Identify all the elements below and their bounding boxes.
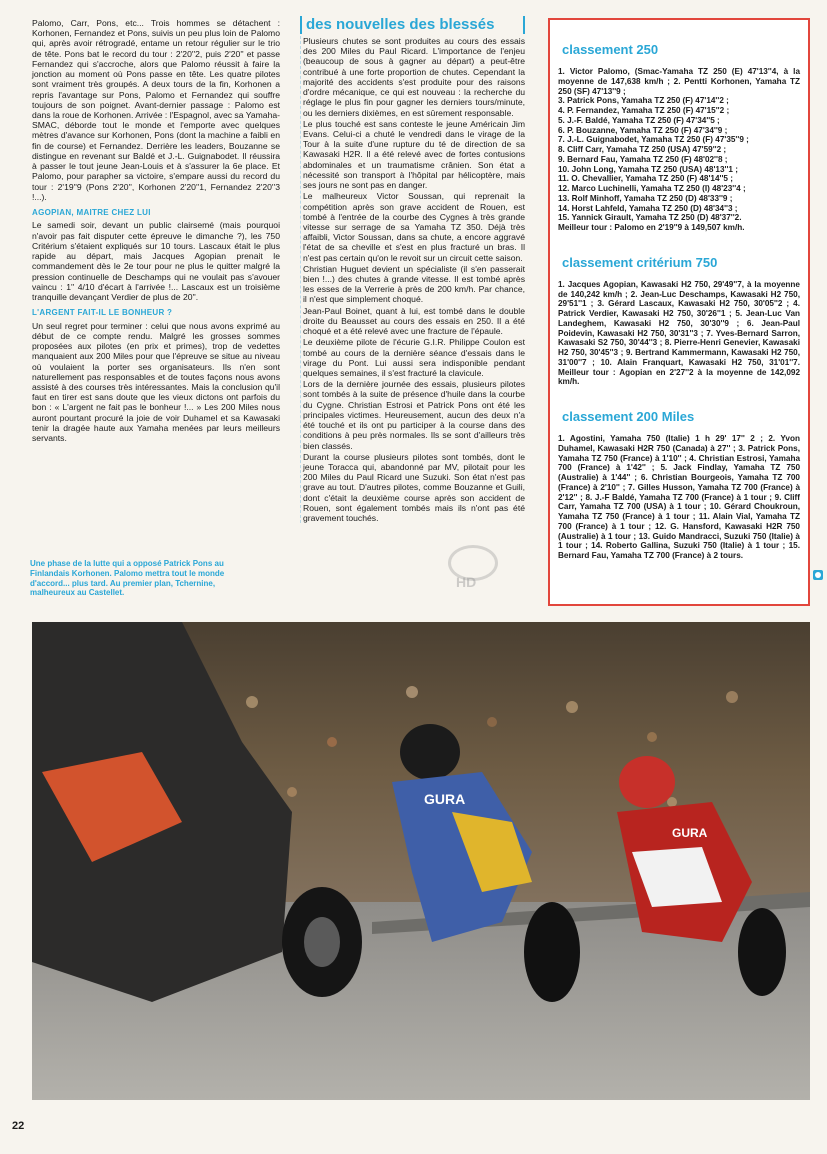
- article-paragraph: Le malheureux Victor Soussan, qui reprenait la compétition après son grave accident de Rouen, est tombé à l'entrée de la courbe des Cygnes à très grande vitesse sur serrage de sa Yamaha TZ 350. Déjà très affaibli, Victor Soussan, dans sa chute, a encore aggravé l'état de sa cheville et s'est en plus fracturé un bras. Il n'est pas certain qu'on le revoit sur un circuit cette saison.: [303, 191, 525, 263]
- results-list: [558, 280, 800, 387]
- results-title: classement 200 Miles: [562, 409, 695, 424]
- photo-caption: Une phase de la lutte qui a opposé Patrick Pons au Finlandais Korhonen. Palomo mettra tout le monde d'accord... plus tard. Au premier plan, Tchernine, malheureux au Castellet.: [30, 559, 225, 598]
- results-line: 10. John Long, Yamaha TZ 250 (USA) 48'13''1 ;: [558, 164, 738, 174]
- results-line: 8. Cliff Carr, Yamaha TZ 250 (USA) 47'59''2 ;: [558, 145, 727, 154]
- results-line: 14. Horst Lahfeld, Yamaha TZ 250 (D) 48'34''3 ;: [558, 203, 738, 213]
- results-line: 7. J.-L. Guignabodet, Yamaha TZ 250 (F) 47'35''9 ;: [558, 135, 749, 145]
- results-list: [558, 434, 800, 561]
- article-paragraph: Christian Huguet devient un spécialiste (il s'en passerait bien !...) des chutes à grande vitesse. Il est tombé après les esses de la Verrerie à près de 200 km/h. Par chance, il n'est que simplement choqué.: [303, 263, 525, 305]
- injuries-article-body: [300, 36, 525, 523]
- section-subhead: L'ARGENT FAIT-IL LE BONHEUR ?: [32, 308, 173, 318]
- article-paragraph: Palomo, Carr, Pons, etc... Trois hommes se détachent : Korhonen, Fernandez et Pons, suivis un peu plus loin de Palomo qui, après avoir rétrogradé, entame un retour régulier sur le trio de tête. Pons bat le record du tour : 2'20''2, puis 2'20'' et passe Fernandez qui s'accroche, alors que Palomo réussit à faire la jonction au moment où Pons passe en tête. Les quatre pilotes sont vraiment très groupés. A deux tours de la fin, Korhonen a repris l'avantage sur Pons, Palomo et Fernandez qui souffre toujours de son poignet. Avant-dernier passage : Palomo est dans la roue de Korhonen. Arrivée : l'Espagnol, avec sa Yamaha-SMAC, déborde tout le monde et l'emporte avec quelques mètres d'avance sur Korhonen, Pons (dont la machine a faibli en fin de course) et Fernandez. Derrière les leaders, Bouzanne se distingue en revenant sur Baldé et J.-L. Guignabodet. Il réussira à passer le tout jeune Jean-Louis et à s'assurer la 6e place. Et Palomo, pour parapher sa victoire, s'empare aussi du record du tour : 2'19''9 (Pons 2'20'', Korhonen 2'20''1, Fernandez 2'20''3 !...).: [32, 18, 280, 202]
- results-section-200-miles: [558, 409, 800, 561]
- results-line: Meilleur tour : Palomo en 2'19''9 à 149,507 km/h.: [558, 223, 745, 232]
- article-paragraph: Le samedi soir, devant un public clairsemé (mais pourquoi n'avoir pas fait disputer cette épreuve le dimanche ?), les 750 Critérium s'étaient expliqués sur 10 tours. Lascaux était le plus rapide au départ, mais Jacques Agopian prenait le commandement dès le 2e tour pour ne plus le quitter malgré la pression continuelle de Deschamps qui ne voulait pas s'avouer vaincu : 1'' 4/10 d'écart à l'arrivée !... Lascaux est un troisième tranquille devançant Verdier de plus de 20''.: [32, 220, 280, 302]
- article-paragraph: Lors de la dernière journée des essais, plusieurs pilotes sont tombés à la suite de présence d'huile dans la courbe du Cygne. Christian Estrosi et Patrick Pons ont été les principales victimes. Heureusement, aucun des deux n'a été touché et ils ont pu participer à la course dans des conditions à peu près normales. Ils se sont d'ailleurs très bien classés.: [303, 379, 525, 451]
- results-line: 12. Marco Luchinelli, Yamaha TZ 250 (I) 48'23''4 ;: [558, 184, 746, 193]
- results-line: 9. Bernard Fau, Yamaha TZ 250 (F) 48'02''8 ;: [558, 154, 728, 164]
- results-line: 15. Yannick Girault, Yamaha TZ 250 (D) 48'37''2.: [558, 213, 742, 223]
- race-photo: [32, 622, 810, 1100]
- results-line: 11. O. Chevallier, Yamaha TZ 250 (F) 48'14''5 ;: [558, 174, 733, 184]
- results-title: classement critérium 750: [562, 254, 718, 270]
- box-headline: des nouvelles des blessés: [306, 16, 495, 33]
- article-paragraph: Le deuxième pilote de l'écurie G.I.R. Philippe Coulon est tombé au cours de la dernière séance d'essais dans le virage du Pont. Lui aussi sera indisponible pendant quelques semaines, il s'est fracturé la clavicule.: [303, 337, 525, 378]
- article-paragraph: Plusieurs chutes se sont produites au cours des essais des 200 Miles du Paul Ricard. L'importance de l'enjeu (beaucoup de sous à gagner au départ) a peut-être contribué à une forte proportion de chutes. Cependant la majorité des accidents s'est produite pour des raisons d'ordre mécanique, ce qui est nouveau : la recherche du réglage le plus fin pour gagner les derniers tours/minute, ou les derniers dixièmes, en est sûrement responsable.: [303, 36, 525, 118]
- results-line: 1. Victor Palomo, (Smac-Yamaha TZ 250 (E) 47'13''4, à la moyenne de 147,638 km/h ; 2. Pentti Korhonen, Yamaha TZ 250 (SF) 47'13''9 ;: [558, 67, 800, 96]
- results-line: 3. Patrick Pons, Yamaha TZ 250 (F) 47'14''2 ;: [558, 96, 729, 106]
- results-line: 13. Rolf Minhoff, Yamaha TZ 250 (D) 48'33''9 ;: [558, 193, 733, 203]
- article-paragraph: Jean-Paul Boinet, quant à lui, est tombé dans le double droite du Beausset au cours des essais en 250. Il a été choqué et a été relevé avec une fracture de l'épaule.: [303, 305, 525, 337]
- article-column-middle: [300, 18, 525, 524]
- results-section-250: [558, 42, 800, 233]
- article-paragraph: Durant la course plusieurs pilotes sont tombés, dont le jeune Toracca qui, abandonné par MV, pilotait pour les 200 Miles du Paul Ricard une Suzuki. Son état n'est pas grave au tout. D'autres pilotes, comme Bouzanne et Guili, dont c'était la deuxième course après son accident de Rouen, sont également tombés mais ils n'ont pas été gravement touchés.: [303, 451, 525, 524]
- section-marker-icon: [813, 570, 823, 580]
- watermark-text: HD: [456, 574, 477, 590]
- results-line: 5. J.-F. Baldé, Yamaha TZ 250 (F) 47'34''5 ;: [558, 115, 720, 125]
- page-number: 22: [12, 1120, 25, 1132]
- fairing-text: GURA: [424, 791, 466, 807]
- results-line: 1. Agostini, Yamaha 750 (Italie) 1 h 29' 17'' 2 ; 2. Yvon Duhamel, Kawasaki H2R 750 (Canada) à 27'' ; 3. Patrick Pons, Yamaha TZ 750 (France) à 1'10'' ; 4. Christian Estrosi, Yamaha 700 (France) à 1'42'' ; 5. Jack Findlay, Yamaha TZ 750 (Australie) à 1'44'' ; 6. Christian Bourgeois, Yamaha TZ 700 (France) à 2'10'' ; 7. Gilles Husson, Yamaha TZ 700 (France) à 2'12'' ; 8. J.-F Baldé, Yamaha TZ 700 (France) à 1 tour ; 9. Cliff Carr, Yamaha TZ 700 (USA) à 1 tour ; 10. Gérard Choukroun, Yamaha TZ 750 (France) à 1 tour ; 11. Alain Vial, Yamaha TZ 700 (France) à 1 tour ; 12. G. Hansford, Kawasaki H2R 750 (Australie) à 1 tour ; 13. Guido Mandracci, Suzuki 750 (Italie) à 1 tour ; 14. Roberto Gallina, Suzuki 750 (Italie) à 1 tour ; 15. Bernard Fau, Yamaha TZ 700 (France) à 2 tours.: [558, 434, 800, 560]
- results-list: [558, 67, 800, 233]
- watermark-logo: [418, 540, 528, 600]
- results-box: [548, 18, 810, 606]
- results-line: 1. Jacques Agopian, Kawasaki H2 750, 29'49''7, à la moyenne de 140,242 km/h ; 2. Jean-Luc Deschamps, Kawasaki H2 750, 29'51''1 ; 3. Gérard Lascaux, Kawasaki H2 750, 30'05''2 ; 4. Patrick Verdier, Kawasaki H2 750, 30'26''1 ; 5. Jean-Luc Van Landeghem, Kawasaki H2 750, 30'30''9 ; 6. Jean-Paul Poidevin, Kawasaki H2 750, 30'31''3 ; 7. Yves-Bernard Sarron, Kawasaki S2 750, 30'44''3 ; 8. Pierre-Henri Genevier, Kawasaki H2 750, 30'45''3 ; 9. Bertrand Kammermann, Kawasaki H2 750, 31'00''7 ; 10. Alain Franquart, Kawasaki H2 750, 31'01''7. Meilleur tour : Agopian en 2'27''2 à la moyenne de 142,092 km/h.: [558, 279, 800, 387]
- article-paragraph: Un seul regret pour terminer : celui que nous avons exprimé au début de ce compte rendu. Malgré les grosses sommes proposées aux pilotes (en prix et primes), trop de vedettes manquaient aux 200 Miles pour que l'épreuve se situe au niveau où voulaient la porter ses organisateurs. Ils n'en sont naturellement pas responsables et de toutes façons nous avons assisté à des courses très intéressantes. Mais la conclusion qu'il faut en tirer est sans doute que les vieux dictons ont parfois du bon : « L'argent ne fait pas le bonheur !... » Les 200 Miles nous auront pourtant procuré la joie de voir Duhamel et sa Kawasaki tenir la dragée haute aux Yamaha menées par leurs meilleurs servants.: [32, 320, 280, 444]
- article-column-left: [32, 18, 280, 446]
- results-line: 6. P. Bouzanne, Yamaha TZ 250 (F) 47'34''9 ;: [558, 125, 728, 135]
- section-subhead: AGOPIAN, MAITRE CHEZ LUI: [32, 207, 151, 217]
- results-line: 4. P. Fernandez, Yamaha TZ 250 (F) 47'15''2 ;: [558, 106, 730, 115]
- box-headline-frame: [300, 16, 525, 34]
- results-section-750: [558, 255, 800, 387]
- fairing-text: GURA: [672, 826, 708, 840]
- article-paragraph: Le plus touché est sans conteste le jeune Américain Jim Evans. Celui-ci a chuté le vendredi dans le virage de la Tour à la suite d'une rupture du té de direction de sa Kawasaki H2R. Il a été relevé avec de fortes contusions abdominales et un traumatisme crânien. Son état a nécessité son transport à l'hôpital par hélicoptère, mais ses jours ne sont pas en danger.: [303, 118, 525, 191]
- race-photo-illustration: [32, 622, 810, 1100]
- results-title: classement 250: [562, 42, 659, 57]
